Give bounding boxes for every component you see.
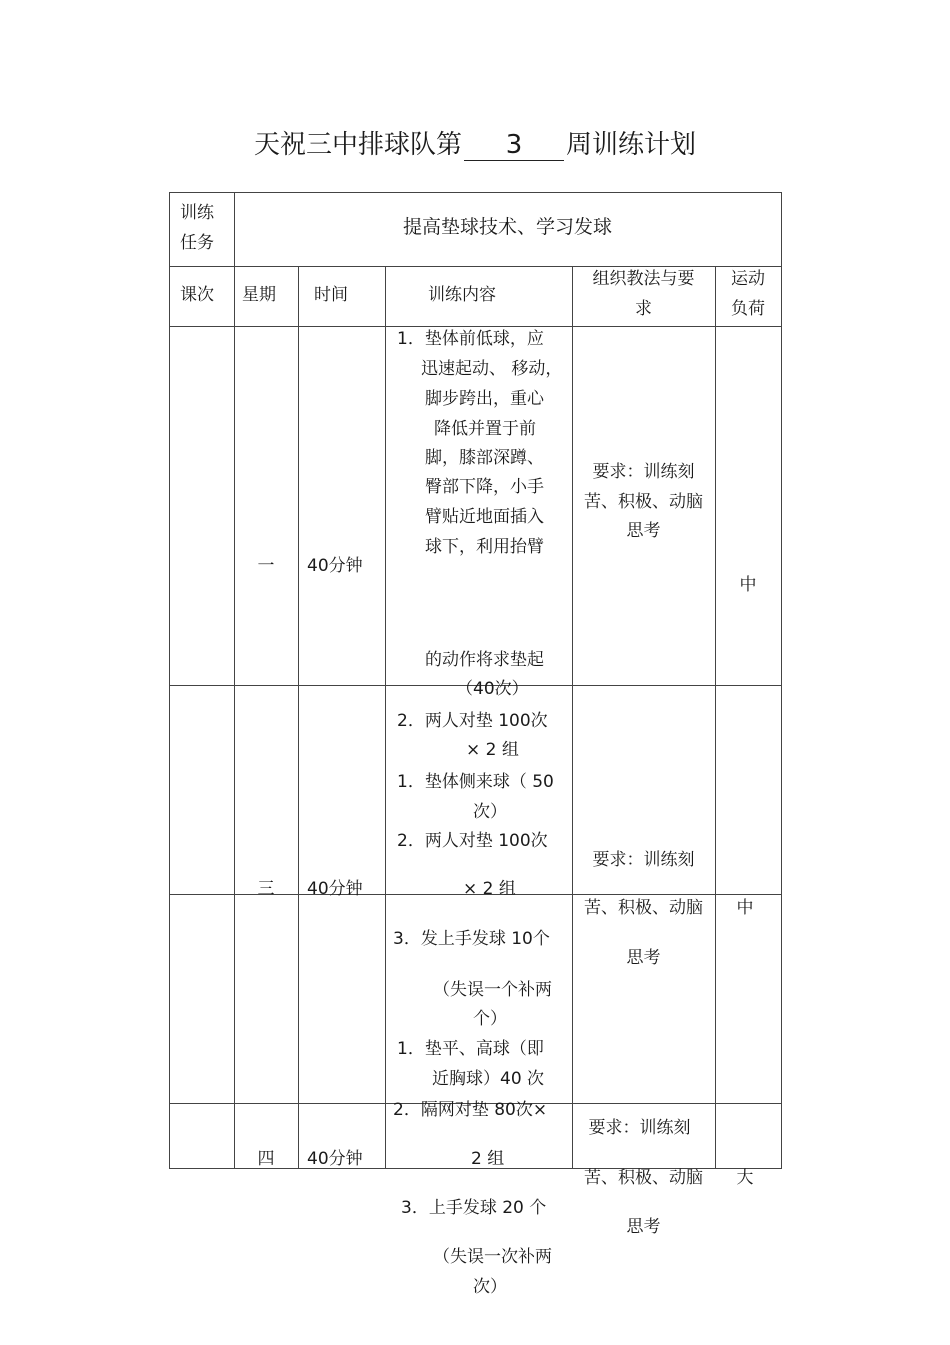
session-load: 中 [739, 575, 757, 595]
header-load-line2: 负荷 [731, 299, 765, 319]
content-line: 臀部下降，小手 [425, 477, 544, 497]
method-line: 思考 [626, 948, 661, 968]
week-number: 3 [464, 130, 564, 161]
header-content: 训练内容 [428, 285, 496, 305]
table-border-right [781, 192, 782, 1168]
session-time: 40分钟 [307, 1149, 363, 1169]
method-line: 苦、积极、动脑 [584, 492, 703, 512]
content-line: （40次） [456, 679, 529, 699]
method-line: 要求：训练刻 [588, 1118, 691, 1138]
col-line [385, 266, 386, 1168]
content-line: 3．发上手发球 10个 [393, 929, 550, 949]
content-line: 个） [473, 1009, 507, 1029]
title-suffix: 周训练计划 [566, 130, 697, 160]
content-line: 2．两人对垫 100次 [397, 711, 548, 731]
header-method-line2: 求 [635, 299, 652, 319]
content-line: 脚，膝部深蹲、 [425, 448, 544, 468]
content-line: 2 组 [471, 1149, 505, 1169]
col-line [298, 266, 299, 1168]
content-line: 球下，利用抬臂 [425, 537, 544, 557]
task-label-line1: 训练 [180, 203, 214, 223]
session-weekday: 三 [257, 879, 275, 899]
session-weekday: 四 [257, 1149, 275, 1169]
method-line: 苦、积极、动脑 [584, 898, 703, 918]
content-line: 的动作将求垫起 [425, 650, 544, 670]
session-load: 中 [736, 898, 754, 918]
method-line: 思考 [626, 521, 661, 541]
col-line [715, 266, 716, 1168]
col-line [234, 192, 235, 1168]
page-title [0, 124, 950, 161]
content-line: 臂贴近地面插入 [425, 507, 544, 527]
task-label-line2: 任务 [180, 233, 214, 253]
table-border-left [169, 192, 170, 1168]
method-line: 思考 [626, 1217, 661, 1237]
content-line: 脚步跨出，重心 [425, 389, 544, 409]
content-line: 2．两人对垫 100次 [397, 831, 548, 851]
task-value: 提高垫球技术、学习发球 [402, 216, 612, 238]
content-line: 1．垫平、高球（即 [397, 1039, 544, 1059]
header-method-line1: 组织教法与要 [592, 269, 695, 289]
session-time: 40分钟 [307, 879, 363, 899]
header-time: 时间 [314, 285, 348, 305]
content-line: 1．垫体前低球，应 [397, 329, 544, 349]
content-line: 1．垫体侧来球（ 50 [397, 772, 554, 792]
content-line: 近胸球）40 次 [432, 1069, 545, 1089]
content-line: × 2 组 [466, 740, 519, 760]
table-border-top [169, 192, 782, 193]
content-line: 3．上手发球 20 个 [401, 1198, 547, 1218]
content-line: 降低并置于前 [434, 419, 536, 439]
content-line: （失误一个补两 [433, 980, 552, 1000]
title-prefix: 天祝三中排球队第 [253, 130, 462, 160]
content-line: 次） [473, 802, 507, 822]
header-lesson: 课次 [180, 285, 214, 305]
content-line: 次） [473, 1277, 507, 1297]
content-line: 迅速起动、 移动， [421, 359, 563, 379]
session-load: 大 [736, 1168, 754, 1188]
content-line: × 2 组 [463, 879, 516, 899]
method-line: 要求：训练刻 [592, 462, 695, 482]
session-weekday: 一 [257, 556, 275, 576]
method-line: 要求：训练刻 [592, 850, 695, 870]
method-line: 苦、积极、动脑 [584, 1168, 703, 1188]
content-line: 2．隔网对垫 80次× [393, 1100, 548, 1120]
session-time: 40分钟 [307, 556, 363, 576]
content-line: （失误一次补两 [433, 1247, 552, 1267]
col-line [572, 266, 573, 1168]
header-load-line1: 运动 [731, 269, 765, 289]
header-weekday: 星期 [242, 285, 276, 305]
